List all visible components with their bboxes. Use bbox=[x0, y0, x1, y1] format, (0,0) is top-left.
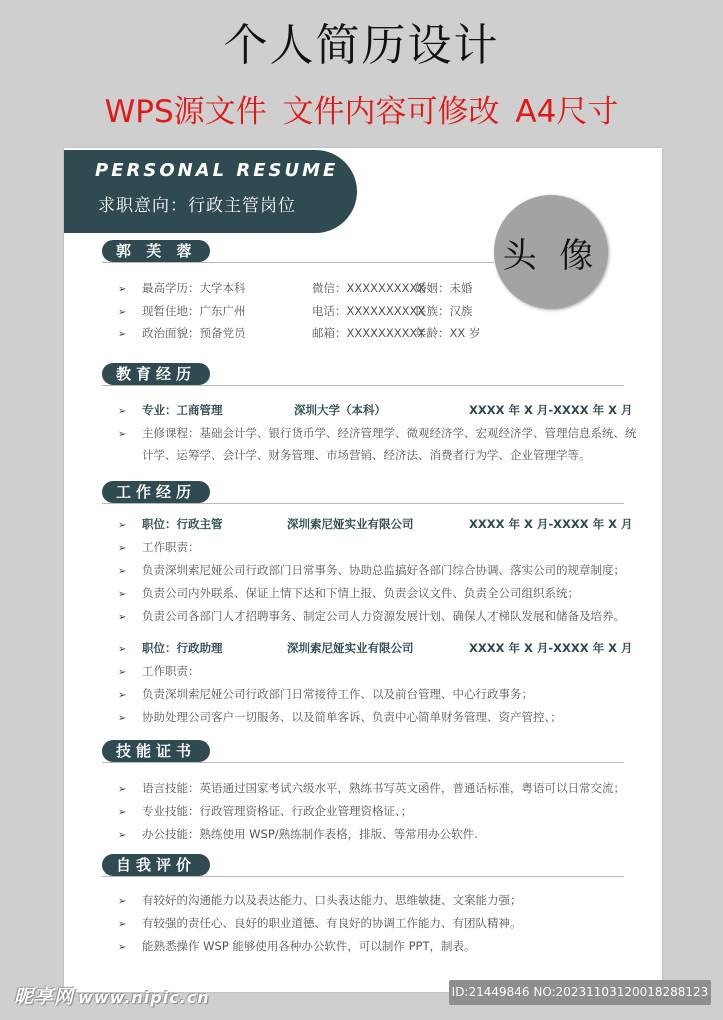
arrow-bullet-icon: ➢ bbox=[118, 784, 127, 795]
skills-divider bbox=[102, 762, 624, 763]
education-divider bbox=[102, 385, 624, 386]
duty-row bbox=[118, 563, 142, 579]
self-eval-item: 有较强的责任心、良好的职业道德、有良好的协调工作能力、有团队精神。 bbox=[142, 916, 522, 930]
skill-row bbox=[118, 781, 142, 797]
duty-item: 负责公司内外联系、保证上情下达和下情上报、负责会议文件、负责全公司组织系统； bbox=[142, 586, 579, 600]
watermark-url: www.nipic.cn bbox=[78, 988, 210, 1007]
duty-row bbox=[118, 687, 142, 703]
job-position: 职位：行政主管 bbox=[142, 517, 223, 531]
arrow-bullet-icon: ➢ bbox=[118, 942, 127, 953]
skill-row bbox=[118, 827, 142, 843]
job-period: XXXX 年 X 月-XXXX 年 X 月 bbox=[469, 517, 633, 531]
job-objective: 求职意向：行政主管岗位 bbox=[98, 196, 296, 216]
wechat: 微信：XXXXXXXXXX bbox=[312, 281, 426, 295]
skill-item: 办公技能：熟练使用 WSP/熟练制作表格，排版、等常用办公软件. bbox=[142, 827, 478, 841]
self-eval-item: 有较好的沟通能力以及表达能力、口头表达能力、思维敏捷、文案能力强； bbox=[142, 893, 522, 907]
ethnicity: 民族：汉族 bbox=[415, 304, 473, 318]
watermark-id-badge: ID:21449846 NO:20231103120018288123 bbox=[449, 980, 711, 1005]
email: 邮箱：XXXXXXXXXX bbox=[312, 326, 426, 340]
duty-row bbox=[118, 540, 142, 556]
arrow-bullet-icon: ➢ bbox=[118, 612, 127, 623]
duty-row bbox=[118, 664, 142, 680]
info-row bbox=[118, 304, 142, 320]
avatar-placeholder: 头 像 bbox=[494, 195, 608, 309]
arrow-bullet-icon: ➢ bbox=[118, 644, 127, 655]
skill-item: 语言技能：英语通过国家考试六级水平，熟练书写英文函件，普通话标准，粤语可以日常交流； bbox=[142, 781, 625, 795]
name-divider bbox=[102, 262, 494, 263]
self-eval-row bbox=[118, 893, 142, 909]
info-row bbox=[118, 281, 142, 297]
phone: 电话：XXXXXXXXXX bbox=[312, 304, 426, 318]
education-row bbox=[118, 403, 142, 419]
duty-item: 负责深圳索尼娅公司行政部门日常接待工作、以及前台管理、中心行政事务； bbox=[142, 687, 533, 701]
job-period: XXXX 年 X 月-XXXX 年 X 月 bbox=[469, 641, 633, 655]
self-eval-row bbox=[118, 939, 142, 955]
self-eval-section-title: 自我评价 bbox=[102, 854, 210, 876]
self-eval-divider bbox=[102, 876, 624, 877]
duty-item: 协助处理公司客户一切服务、以及简单客诉、负责中心简单财务管理、资产管控、； bbox=[142, 710, 562, 724]
self-eval-item: 能熟悉操作 WSP 能够使用各种办公软件，可以制作 PPT，制表。 bbox=[142, 939, 476, 953]
age: 年龄：XX 岁 bbox=[415, 326, 481, 340]
watermark-logo bbox=[14, 982, 210, 1009]
banner-title: 个人简历设计 bbox=[223, 20, 500, 71]
political-status: 政治面貌：预备党员 bbox=[142, 326, 246, 340]
arrow-bullet-icon: ➢ bbox=[118, 807, 127, 818]
banner-subtitle: WPS源文件 文件内容可修改 A4尺寸 bbox=[104, 94, 619, 130]
work-divider bbox=[102, 503, 624, 504]
arrow-bullet-icon: ➢ bbox=[118, 307, 127, 318]
duty-row bbox=[118, 710, 142, 726]
residence: 现暂住地：广东广州 bbox=[142, 304, 246, 318]
arrow-bullet-icon: ➢ bbox=[118, 543, 127, 554]
education-courses-cont: 计学、运筹学、会计学、财务管理、市场营销、经济法、消费者行为学、企业管理学等。 bbox=[142, 448, 591, 462]
arrow-bullet-icon: ➢ bbox=[118, 713, 127, 724]
education-courses: 主修课程：基础会计学、银行货币学、经济管理学、微观经济学、宏观经济学、管理信息系统、统 bbox=[142, 426, 637, 440]
arrow-bullet-icon: ➢ bbox=[118, 520, 127, 531]
job-row bbox=[118, 641, 142, 657]
resume-english-title: PERSONAL RESUME bbox=[95, 160, 339, 181]
job-row bbox=[118, 517, 142, 533]
education-major: 专业：工商管理 bbox=[142, 403, 223, 417]
arrow-bullet-icon: ➢ bbox=[118, 667, 127, 678]
marital-status: 婚姻：未婚 bbox=[415, 281, 473, 295]
duty-row bbox=[118, 609, 142, 625]
arrow-bullet-icon: ➢ bbox=[118, 830, 127, 841]
duty-row bbox=[118, 586, 142, 602]
duty-item: 负责公司各部门人才招聘事务、制定公司人力资源发展计划、确保人才梯队发展和储备及培养。 bbox=[142, 609, 625, 623]
job-company: 深圳索尼娅实业有限公司 bbox=[287, 517, 414, 531]
name-pill: 郭 芙 蓉 bbox=[102, 240, 210, 262]
resume-page bbox=[64, 148, 662, 992]
skill-item: 专业技能：行政管理资格证、行政企业管理资格证、； bbox=[142, 804, 413, 818]
info-row bbox=[118, 326, 142, 342]
arrow-bullet-icon: ➢ bbox=[118, 919, 127, 930]
arrow-bullet-icon: ➢ bbox=[118, 406, 127, 417]
header-band bbox=[64, 150, 357, 233]
education-school: 深圳大学（本科） bbox=[294, 403, 386, 417]
duties-label: 工作职责： bbox=[142, 540, 200, 554]
watermark-site-name: 昵享网 bbox=[14, 986, 75, 1008]
skill-row bbox=[118, 804, 142, 820]
duties-label: 工作职责： bbox=[142, 664, 200, 678]
work-section-title: 工作经历 bbox=[102, 481, 210, 503]
arrow-bullet-icon: ➢ bbox=[118, 284, 127, 295]
job-position: 职位：行政助理 bbox=[142, 641, 223, 655]
duty-item: 负责深圳索尼娅公司行政部门日常事务、协助总监搞好各部门综合协调、落实公司的规章制度； bbox=[142, 563, 625, 577]
education-level: 最高学历：大学本科 bbox=[142, 281, 246, 295]
arrow-bullet-icon: ➢ bbox=[118, 690, 127, 701]
education-section-title: 教育经历 bbox=[102, 363, 210, 385]
education-courses-row bbox=[118, 426, 142, 442]
job-company: 深圳索尼娅实业有限公司 bbox=[287, 641, 414, 655]
arrow-bullet-icon: ➢ bbox=[118, 429, 127, 440]
arrow-bullet-icon: ➢ bbox=[118, 329, 127, 340]
arrow-bullet-icon: ➢ bbox=[118, 896, 127, 907]
skills-section-title: 技能证书 bbox=[102, 740, 210, 762]
self-eval-row bbox=[118, 916, 142, 932]
education-period: XXXX 年 X 月-XXXX 年 X 月 bbox=[469, 403, 633, 417]
arrow-bullet-icon: ➢ bbox=[118, 566, 127, 577]
arrow-bullet-icon: ➢ bbox=[118, 589, 127, 600]
